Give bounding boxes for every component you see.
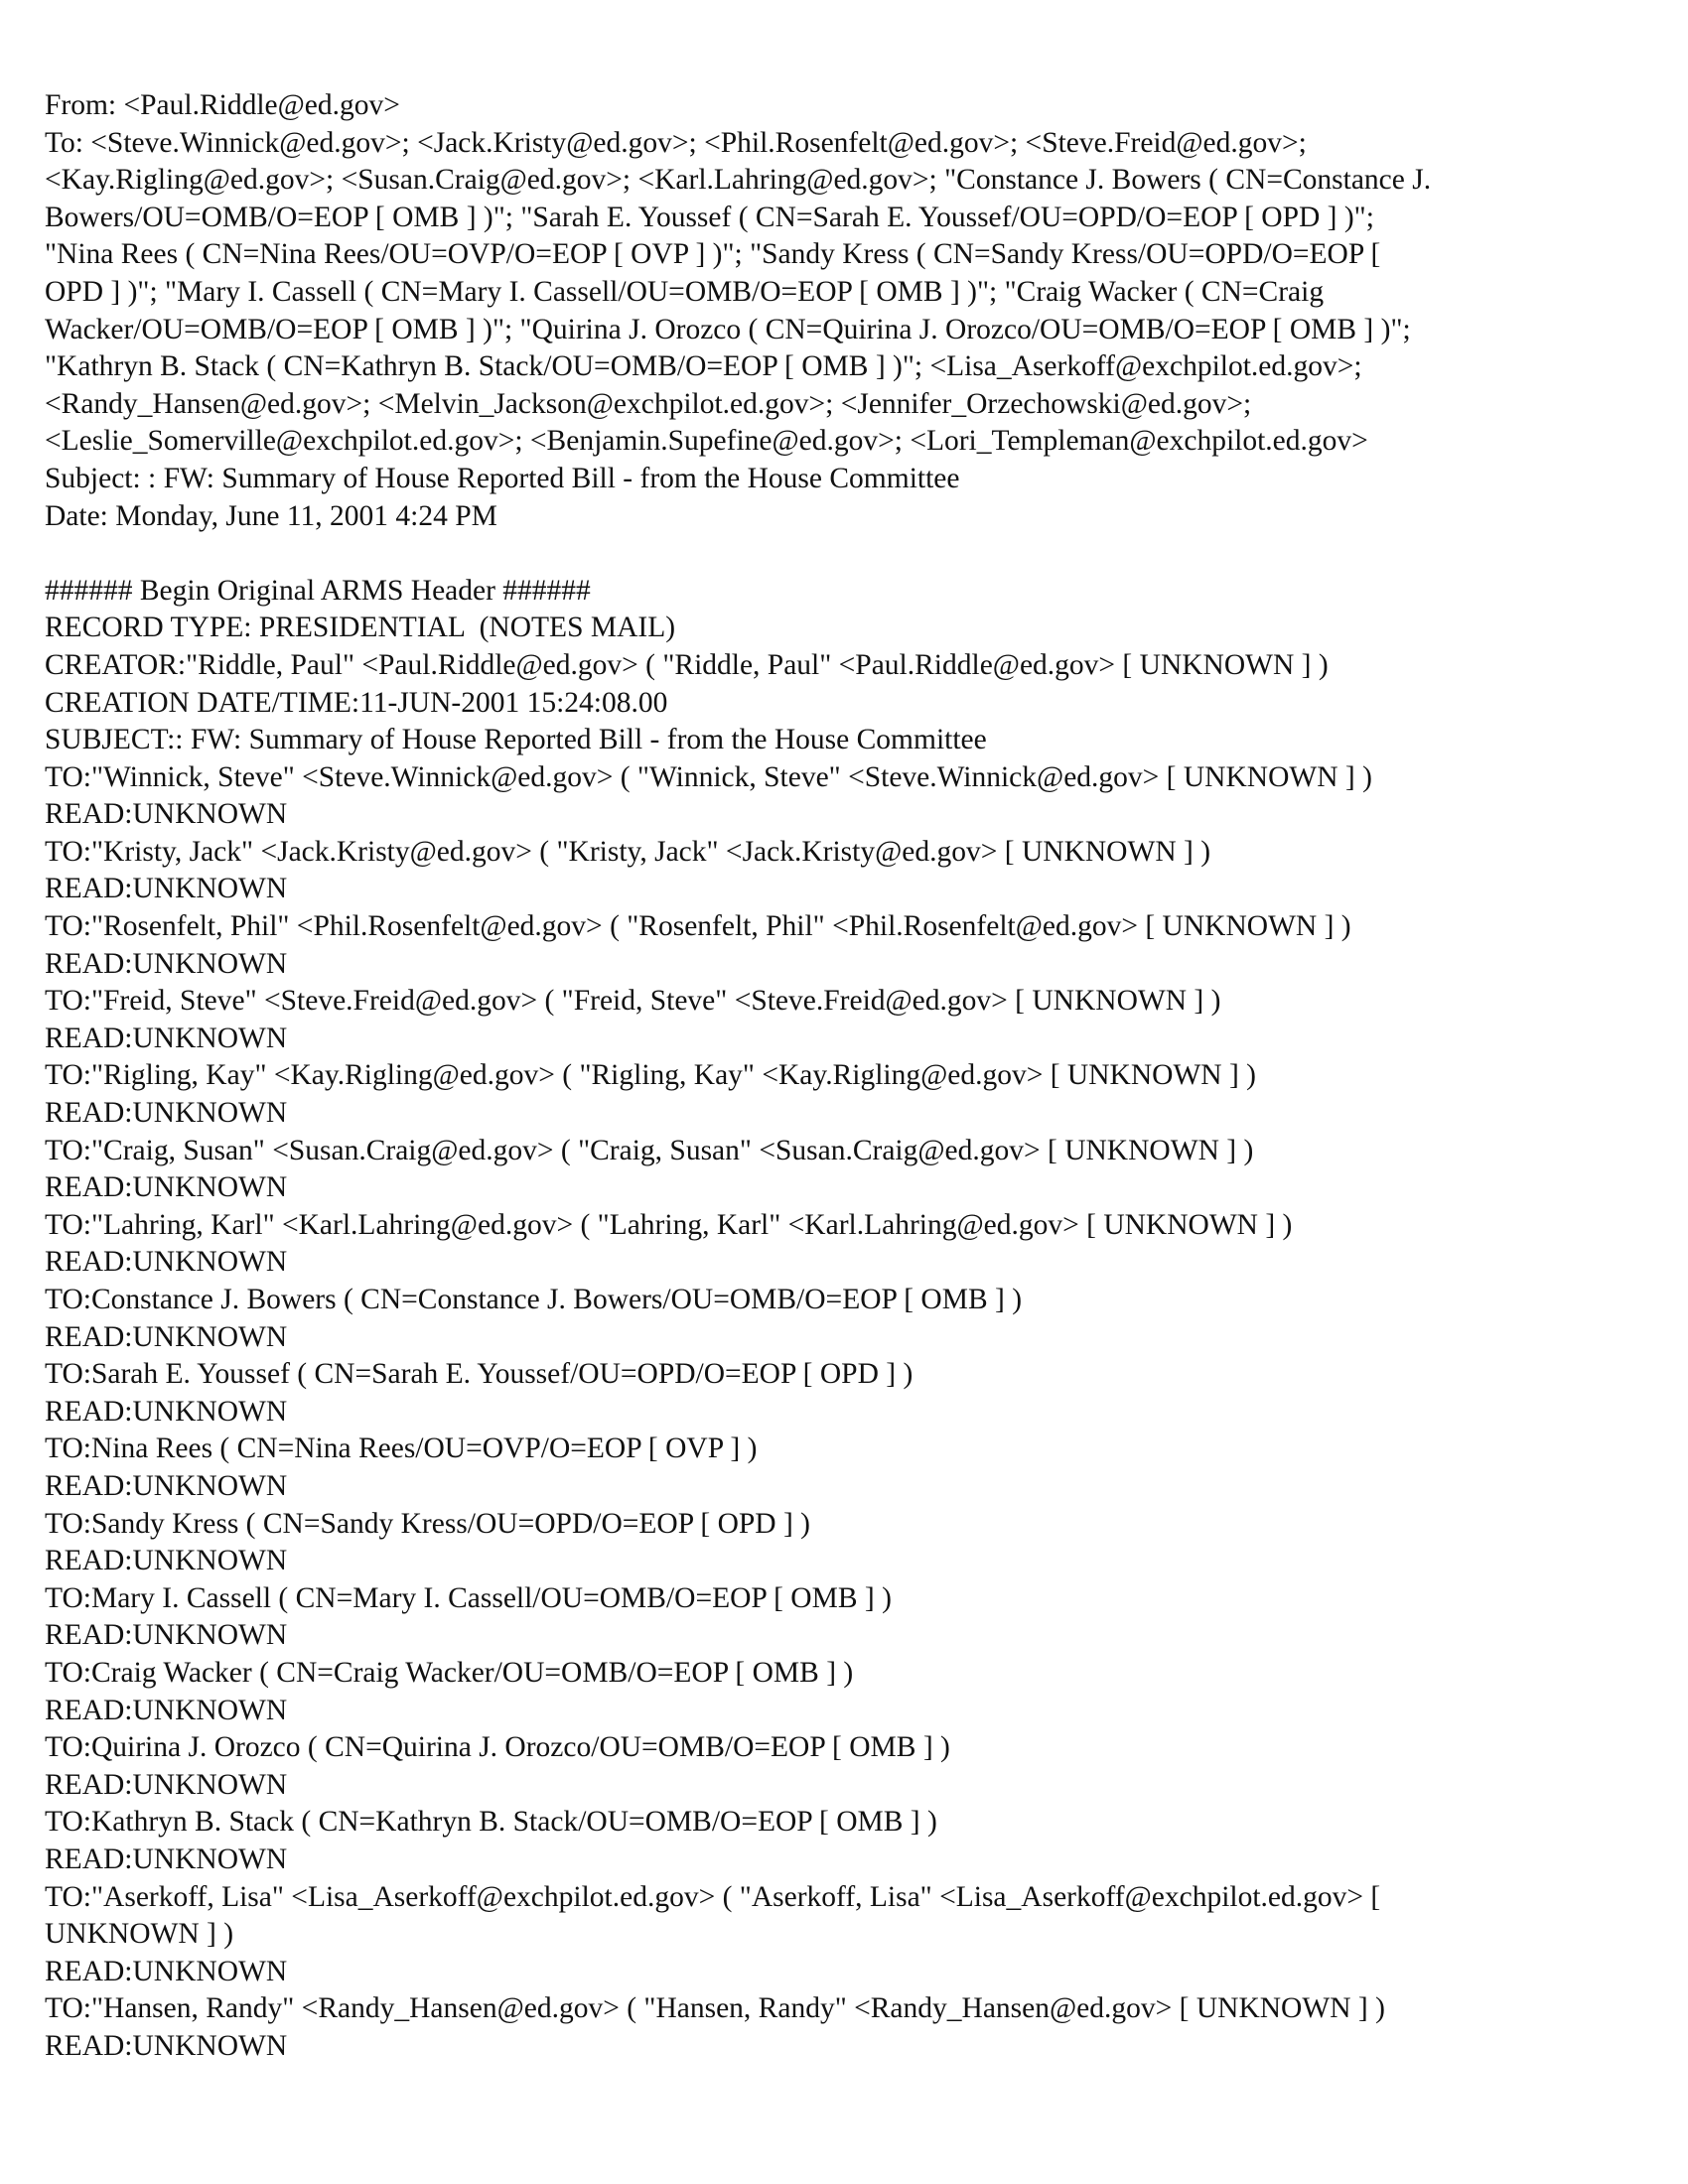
from-line: From: <Paul.Riddle@ed.gov>	[45, 89, 400, 121]
recipient-line: TO:Sarah E. Youssef ( CN=Sarah E. Youssef/OU=OPD/O=EOP [ OPD ] )	[45, 1358, 914, 1391]
recipient-line: TO:Kathryn B. Stack ( CN=Kathryn B. Stack/OU=OMB/O=EOP [ OMB ] )	[45, 1806, 937, 1839]
recipient-line: READ:UNKNOWN	[45, 1955, 288, 1987]
read-status-line: READ:UNKNOWN	[45, 1768, 288, 1801]
read-status-line: READ:UNKNOWN	[45, 1545, 288, 1577]
read-status-line: READ:UNKNOWN	[45, 1320, 288, 1353]
creation-date-line: CREATION DATE/TIME:11-JUN-2001 15:24:08.00	[45, 686, 668, 719]
recipient-line: TO:Sandy Kress ( CN=Sandy Kress/OU=OPD/O=EOP [ OPD ] )	[45, 1507, 811, 1540]
read-status-line: READ:UNKNOWN	[45, 798, 288, 831]
recipient-line: READ:UNKNOWN	[45, 2029, 288, 2062]
recipient-line: TO:"Freid, Steve" <Steve.Freid@ed.gov> ( "Freid, Steve" <Steve.Freid@ed.gov> [ UNKNOWN ] )	[45, 985, 1221, 1018]
read-status-line: READ:UNKNOWN	[45, 1022, 288, 1054]
to-line-continued: <Randy_Hansen@ed.gov>; <Melvin_Jackson@exchpilot.ed.gov>; <Jennifer_Orzechowski@ed.gov>;	[45, 387, 1252, 420]
read-status-line: UNKNOWN ] )	[45, 1918, 234, 1951]
read-status-line: READ:UNKNOWN	[45, 1246, 288, 1279]
recipient-line: TO:"Kristy, Jack" <Jack.Kristy@ed.gov> ( "Kristy, Jack" <Jack.Kristy@ed.gov> [ UNKNOWN ] )	[45, 835, 1211, 868]
to-line-continued: Bowers/OU=OMB/O=EOP [ OMB ] )"; "Sarah E. Youssef ( CN=Sarah E. Youssef/OU=OPD/O=EOP [ OPD ] )";	[45, 201, 1374, 233]
record-type-line: RECORD TYPE: PRESIDENTIAL (NOTES MAIL)	[45, 612, 676, 644]
recipient-line: TO:Nina Rees ( CN=Nina Rees/OU=OVP/O=EOP [ OVP ] )	[45, 1433, 758, 1465]
to-line-continued: OPD ] )"; "Mary I. Cassell ( CN=Mary I. Cassell/OU=OMB/O=EOP [ OMB ] )"; "Craig Wacker ( CN=Craig	[45, 275, 1325, 308]
recipient-line: TO:"Rosenfelt, Phil" <Phil.Rosenfelt@ed.gov> ( "Rosenfelt, Phil" <Phil.Rosenfelt@ed.gov> [ UNKNOWN ] )	[45, 910, 1351, 943]
to-line-continued: "Nina Rees ( CN=Nina Rees/OU=OVP/O=EOP [ OVP ] )"; "Sandy Kress ( CN=Sandy Kress/OU=OPD/O=EOP [	[45, 238, 1381, 271]
to-line-continued: Wacker/OU=OMB/O=EOP [ OMB ] )"; "Quirina J. Orozco ( CN=Quirina J. Orozco/OU=OMB/O=EOP [ OMB ] )";	[45, 313, 1411, 345]
read-status-line: READ:UNKNOWN	[45, 1619, 288, 1652]
read-status-line: READ:UNKNOWN	[45, 1469, 288, 1502]
recipient-line: TO:"Lahring, Karl" <Karl.Lahring@ed.gov> ( "Lahring, Karl" <Karl.Lahring@ed.gov> [ UNKNOWN ] )	[45, 1208, 1293, 1241]
recipient-line: TO:"Craig, Susan" <Susan.Craig@ed.gov> ( "Craig, Susan" <Susan.Craig@ed.gov> [ UNKNOWN ] )	[45, 1134, 1254, 1166]
document-page	[45, 87, 1653, 2065]
read-status-line: READ:UNKNOWN	[45, 1395, 288, 1428]
recipient-line: TO:"Winnick, Steve" <Steve.Winnick@ed.gov> ( "Winnick, Steve" <Steve.Winnick@ed.gov> [ UNKNOWN ] )	[45, 760, 1372, 793]
read-status-line: READ:UNKNOWN	[45, 1171, 288, 1204]
to-line-continued: <Leslie_Somerville@exchpilot.ed.gov>; <Benjamin.Supefine@ed.gov>; <Lori_Templeman@exchpilot.ed.gov>	[45, 425, 1368, 458]
to-line-continued: <Kay.Rigling@ed.gov>; <Susan.Craig@ed.gov>; <Karl.Lahring@ed.gov>; "Constance J. Bowers ( CN=Constance J.	[45, 164, 1432, 197]
read-status-line: TO:"Hansen, Randy" <Randy_Hansen@ed.gov> ( "Hansen, Randy" <Randy_Hansen@ed.gov> [ UNKNOWN ] )	[45, 1992, 1385, 2025]
to-line-continued: "Kathryn B. Stack ( CN=Kathryn B. Stack/OU=OMB/O=EOP [ OMB ] )"; <Lisa_Aserkoff@exchpilot.ed.gov>;	[45, 350, 1362, 383]
recipient-line: TO:Mary I. Cassell ( CN=Mary I. Cassell/OU=OMB/O=EOP [ OMB ] )	[45, 1581, 892, 1614]
arms-begin-marker: ###### Begin Original ARMS Header ######	[45, 574, 591, 607]
arms-subject-line: SUBJECT:: FW: Summary of House Reported Bill - from the House Committee	[45, 724, 987, 756]
recipient-line: TO:Constance J. Bowers ( CN=Constance J. Bowers/OU=OMB/O=EOP [ OMB ] )	[45, 1284, 1023, 1315]
creator-line: CREATOR:"Riddle, Paul" <Paul.Riddle@ed.gov> ( "Riddle, Paul" <Paul.Riddle@ed.gov> [ UNKNOWN ] )	[45, 648, 1329, 681]
read-status-line: READ:UNKNOWN	[45, 1097, 288, 1130]
subject-line: Subject: : FW: Summary of House Reported Bill - from the House Committee	[45, 462, 960, 494]
recipient-line: TO:Craig Wacker ( CN=Craig Wacker/OU=OMB/O=EOP [ OMB ] )	[45, 1656, 854, 1689]
recipient-line: TO:Quirina J. Orozco ( CN=Quirina J. Orozco/OU=OMB/O=EOP [ OMB ] )	[45, 1731, 950, 1764]
read-status-line: READ:UNKNOWN	[45, 873, 288, 905]
recipient-line: TO:"Rigling, Kay" <Kay.Rigling@ed.gov> ( "Rigling, Kay" <Kay.Rigling@ed.gov> [ UNKNOWN ] )	[45, 1059, 1257, 1092]
date-line: Date: Monday, June 11, 2001 4:24 PM	[45, 499, 497, 532]
to-line: To: <Steve.Winnick@ed.gov>; <Jack.Kristy@ed.gov>; <Phil.Rosenfelt@ed.gov>; <Steve.Freid@ed.gov>;	[45, 126, 1307, 159]
recipient-line: TO:"Aserkoff, Lisa" <Lisa_Aserkoff@exchpilot.ed.gov> ( "Aserkoff, Lisa" <Lisa_Aserkoff@exchpilot.ed.gov> [	[45, 1880, 1381, 1913]
arms-header-block	[45, 573, 1653, 2066]
read-status-line: READ:UNKNOWN	[45, 1694, 288, 1726]
blank-line	[45, 535, 1653, 573]
email-header-block	[45, 87, 1653, 535]
read-status-line: READ:UNKNOWN	[45, 1843, 288, 1875]
read-status-line: READ:UNKNOWN	[45, 947, 288, 980]
